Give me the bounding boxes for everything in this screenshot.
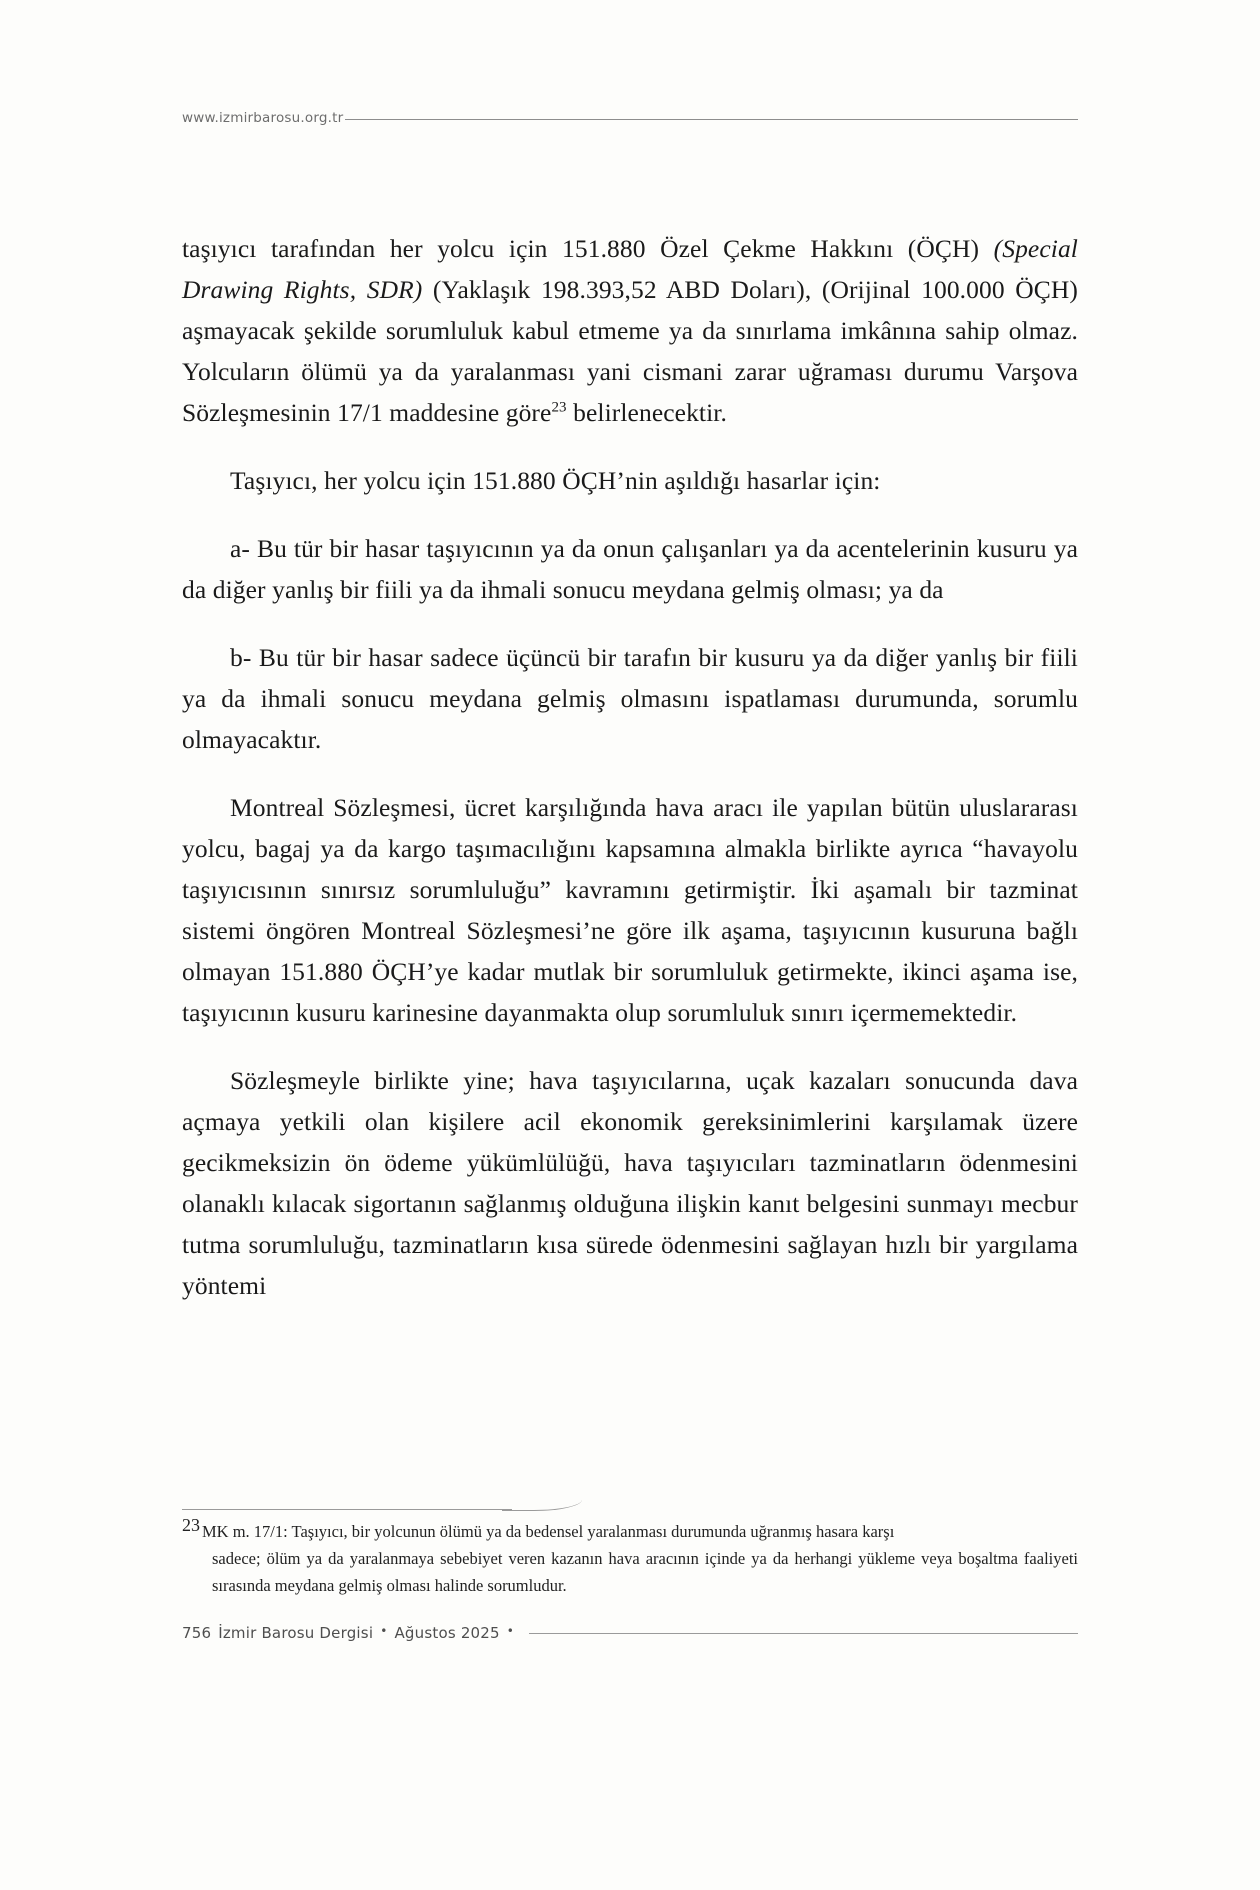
paragraph-1-part-2: (Yaklaşık 198.393,52 ABD Doları), (Orijinal 100.000 ÖÇH) aşmayacak şekilde sorumluluk kabul etmeme ya da sınırlama imkânına sahip olmaz. Yolcuların ölümü ya da yaralanması yani cismani zarar uğraması durumu Varşova Sözleşmesinin 17/1 maddesine göre <box>182 275 1078 427</box>
footer-issue-date: Ağustos 2025 <box>394 1624 500 1642</box>
footnote-number: 23 <box>182 1514 200 1535</box>
footnote-block <box>182 1514 1078 1599</box>
footnote-rest: sadece; ölüm ya da yaralanmaya sebebiyet veren kazanın hava aracının içinde ya da herhangi yükleme veya boşaltma faaliyeti sırasında meydana gelmiş olması halinde sorumludur. <box>212 1549 1078 1595</box>
paragraph-1-italic-citation: (Special Drawing Rights, SDR) <box>182 234 1078 304</box>
paragraph-4-item-b: b- Bu tür bir hasar sadece üçüncü bir tarafın bir kusuru ya da diğer yanlış bir fiili ya da ihmali sonucu meydana gelmiş olmasını ispatlaması durumunda, sorumlu olmayacaktır. <box>182 643 1078 754</box>
footnote-separator-curve <box>502 1492 582 1511</box>
paragraph-1-part-1: taşıyıcı tarafından her yolcu için 151.880 Özel Çekme Hakkını (ÖÇH) <box>182 234 994 263</box>
paragraph-1-part-3: belirlenecektir. <box>566 398 727 427</box>
page-footer <box>182 1620 1078 1646</box>
paragraph-2: Taşıyıcı, her yolcu için 151.880 ÖÇH’nin aşıldığı hasarlar için: <box>230 466 881 495</box>
page-header <box>182 108 1078 128</box>
footnote-marker-23[interactable]: 23 <box>551 399 567 416</box>
footer-end-dot: • <box>506 1624 515 1638</box>
header-divider <box>345 119 1078 120</box>
paragraph-6: Sözleşmeyle birlikte yine; hava taşıyıcılarına, uçak kazaları sonucunda dava açmaya yetkili olan kişilere acil ekonomik gereksinimlerini karşılamak üzere gecikmeksizin ön ödeme yükümlülüğü, hava taşıyıcıları tazminatların ödenmesini olanaklı kılacak sigortanın sağlanmış olduğuna ilişkin kanıt belgesini sunmayı mecbur tutma sorumluluğu, tazminatların kısa sürede ödenmesini sağlayan hızlı bir yargılama yöntemi <box>182 1066 1078 1300</box>
footer-separator-dot: • <box>380 1624 388 1638</box>
footnote-first-line: MK m. 17/1: Taşıyıcı, bir yolcunun ölümü ya da bedensel yaralanması durumunda uğranmış hasara karşı <box>202 1522 895 1541</box>
footer-divider <box>529 1633 1078 1634</box>
paragraph-3-item-a: a- Bu tür bir hasar taşıyıcının ya da onun çalışanları ya da acentelerinin kusuru ya da diğer yanlış bir fiili ya da ihmali sonucu meydana gelmiş olması; ya da <box>182 534 1078 604</box>
page-number: 756 <box>182 1624 212 1642</box>
footnote-separator-line <box>182 1509 512 1510</box>
page-body-text <box>182 228 1078 1306</box>
header-website-url: www.izmirbarosu.org.tr <box>182 110 344 126</box>
paragraph-1 <box>182 228 1078 433</box>
footnote-separator <box>182 1500 582 1518</box>
footer-publication-name: İzmir Barosu Dergisi <box>218 1624 374 1642</box>
paragraph-5: Montreal Sözleşmesi, ücret karşılığında hava aracı ile yapılan bütün uluslararası yolcu, bagaj ya da kargo taşımacılığını kapsamına almakla birlikte ayrıca “havayolu taşıyıcısının sınırsız sorumluluğu” kavramını getirmiştir. İki aşamalı bir tazminat sistemi öngören Montreal Sözleşmesi’ne göre ilk aşama, taşıyıcının kusuruna bağlı olmayan 151.880 ÖÇH’ye kadar mutlak bir sorumluluk getirmekte, ikinci aşama ise, taşıyıcının kusuru karinesine dayanmakta olup sorumluluk sınırı içermemektedir. <box>182 793 1078 1027</box>
